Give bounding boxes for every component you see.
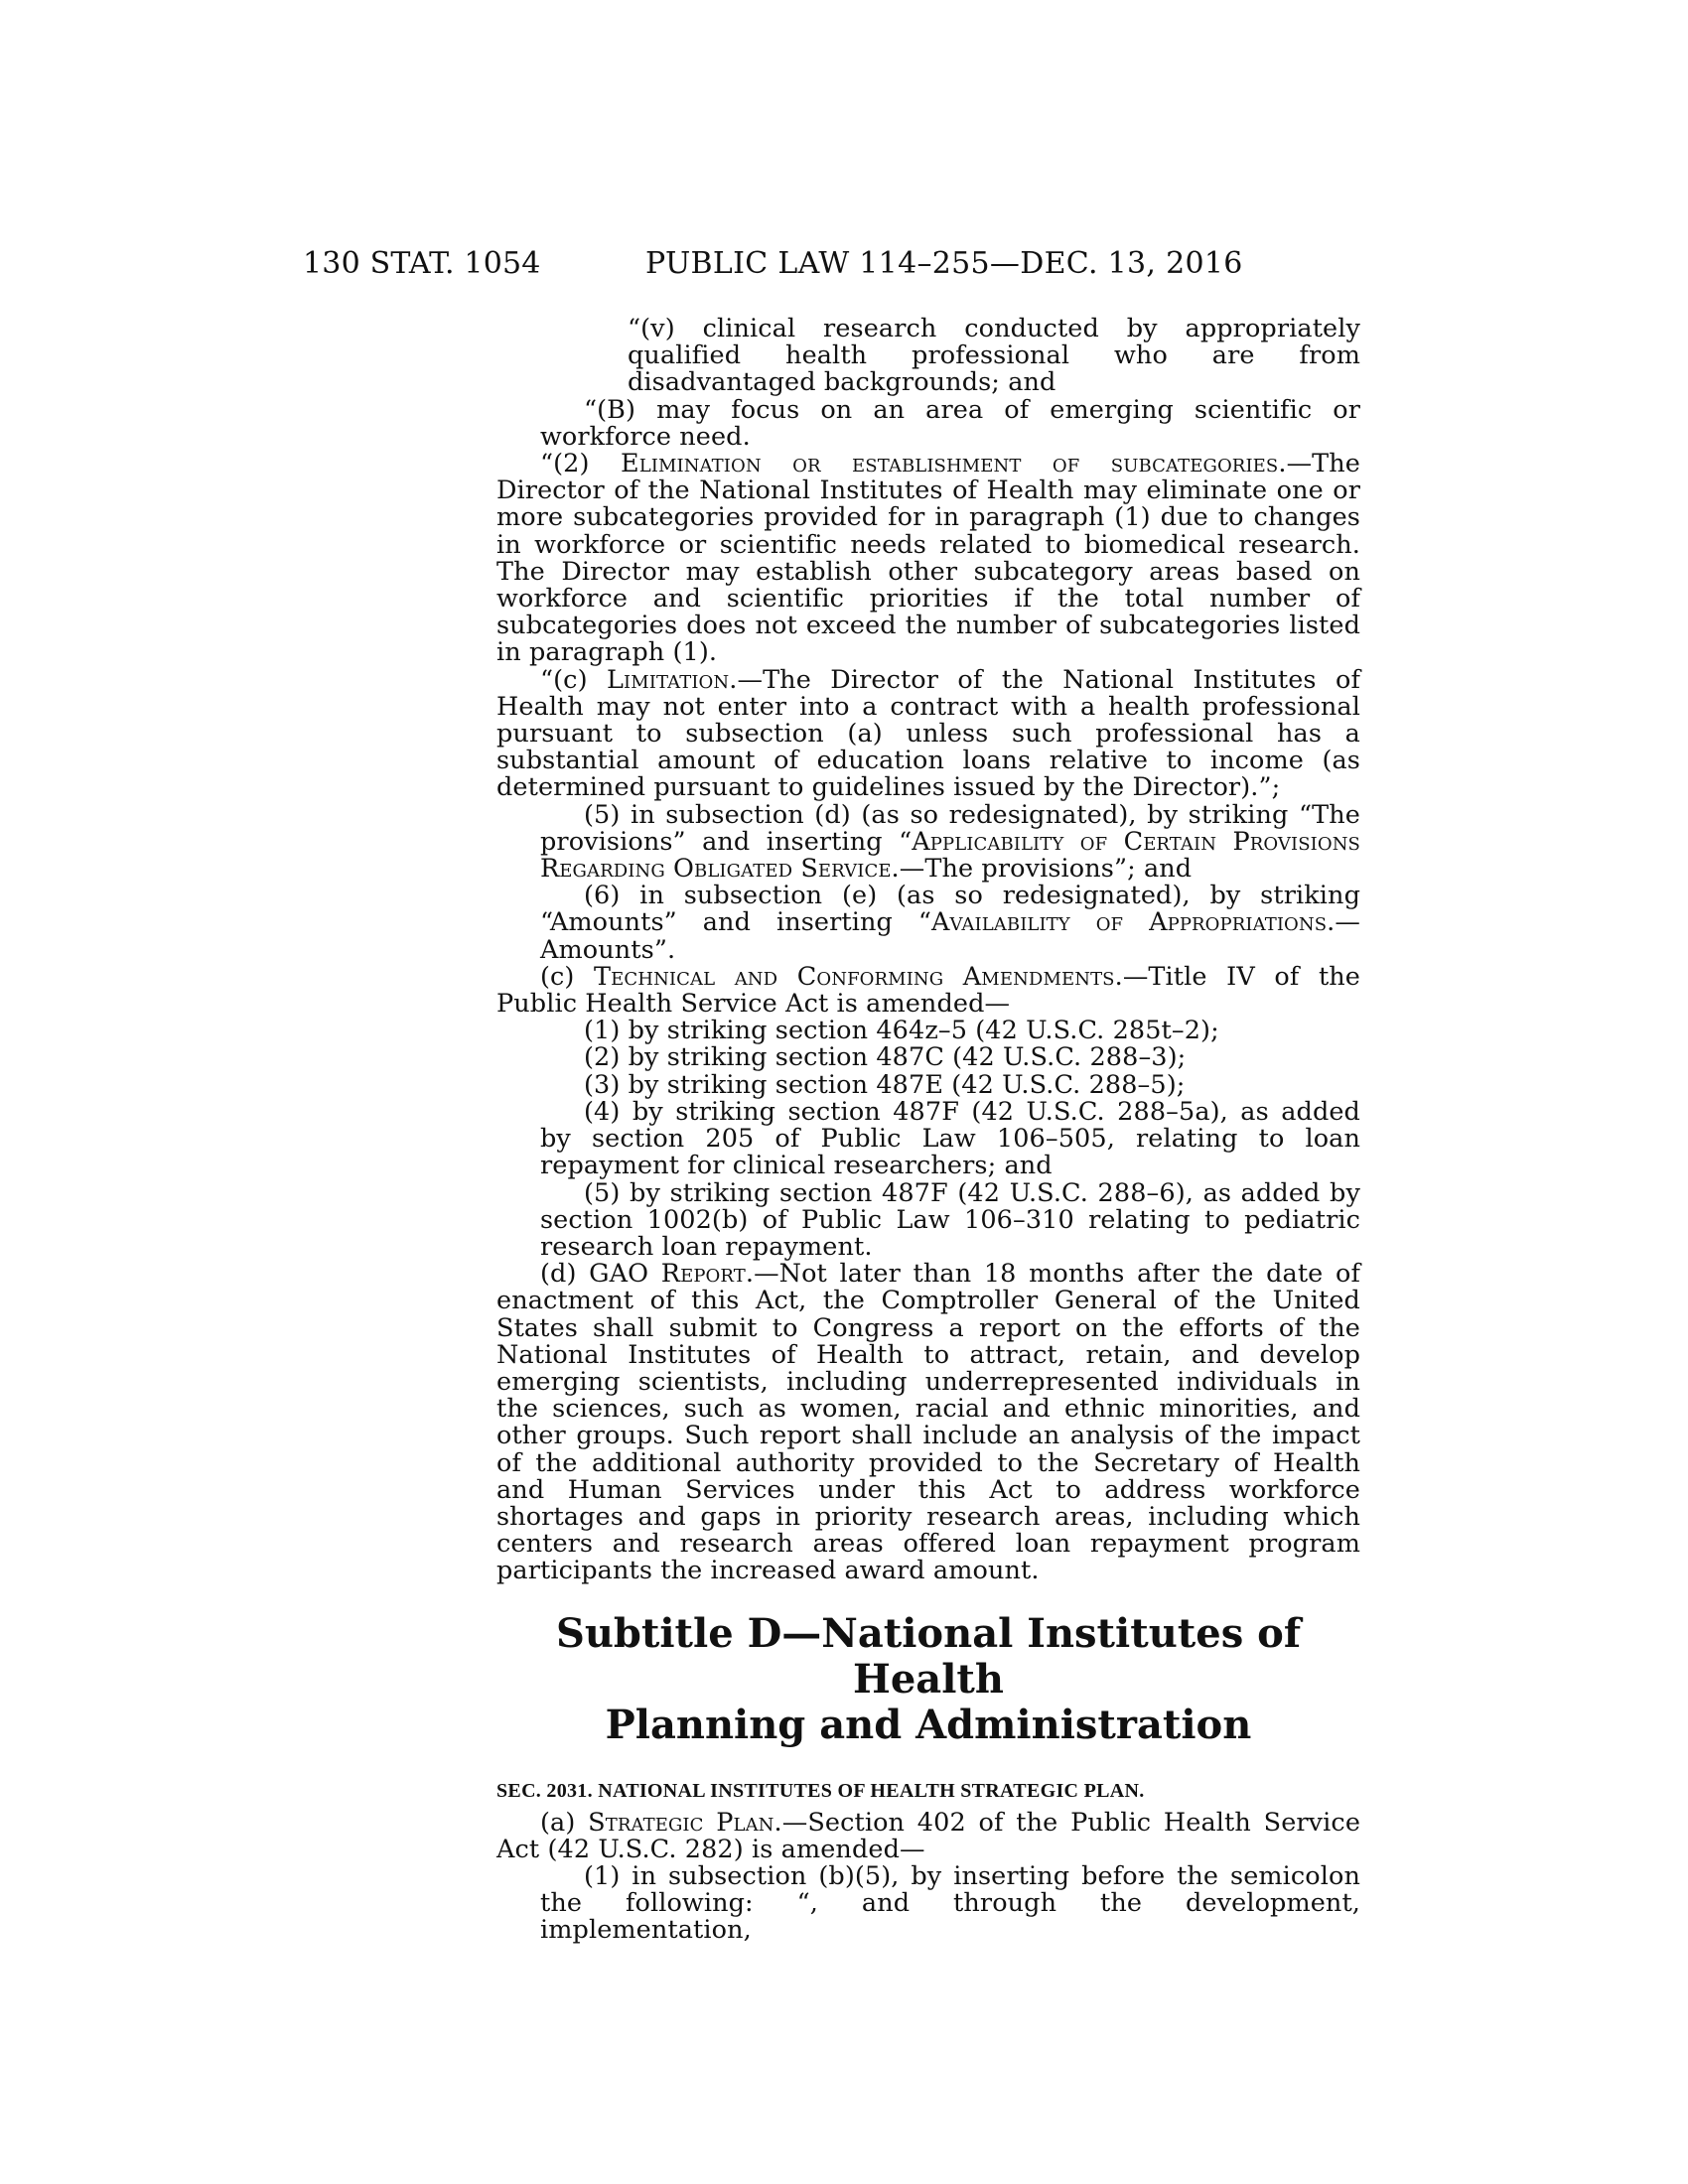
paragraph-clause-b: [540, 394, 1360, 452]
paragraph-heading: Report.: [660, 1259, 755, 1290]
paragraph-heading: Technical and Conforming Amendments.: [594, 961, 1123, 992]
section-heading: SEC. 2031. NATIONAL INSTITUTES OF HEALTH STRATEGIC PLAN.: [496, 1779, 1145, 1802]
stat-page-number: 130 STAT. 1054: [303, 246, 541, 281]
document-body: [496, 316, 1360, 1945]
paragraph-technical-amendments: (c) Technical and Conforming Amendments.—Title IV of the Public Health Service Act is amended—: [496, 961, 1361, 1020]
running-header: [303, 246, 1365, 286]
paragraph-heading: Availability of Appropriations.: [931, 907, 1336, 938]
paragraph-subsection-b5: (1) in subsection (b)(5), by inserting before the semicolon the following: “, and through the development, implementation,: [540, 1860, 1360, 1946]
paragraph-strike-3: (3) by striking section 487E (42 U.S.C. 288–5);: [584, 1069, 1186, 1100]
paragraph-strike-2: (2) by striking section 487C (42 U.S.C. 288–3);: [584, 1042, 1187, 1073]
paragraph-clause-v: [628, 316, 1360, 397]
paragraph-gao-report: (d) GAO Report.—Not later than 18 months after the date of enactment of this Act, the Comptroller General of the United States shall submit to Congress a report on the efforts of the National Institutes of Health to attract, retain, and develop emerging scientists, including underrepresented individuals in the sciences, such as women, racial and ethnic minorities, and other groups. Such report shall include an analysis of the impact of the additional authority provided to the Secretary of Health and Human Services under this Act to address workforce shortages and gaps in priority research areas, including which centers and research areas offered loan repayment program participants the increased award amount.: [496, 1259, 1360, 1586]
paragraph-strike-4: (4) by striking section 487F (42 U.S.C. 288–5a), as added by section 205 of Public Law 106–505, relating to loan repayment for clinical researchers; and: [540, 1096, 1360, 1181]
paragraph-text: “(B) may focus on an area of emerging scientific or workforce need.: [540, 394, 1360, 452]
subtitle-line-2: Planning and Administration: [605, 1701, 1252, 1748]
paragraph-text: “(v) clinical research conducted by appropriately qualified health professional who are from disadvantaged backgrounds; and: [628, 314, 1360, 398]
paragraph-heading: Elimination or establishment of subcategories.: [620, 449, 1287, 479]
paragraph-strike-1: (1) by striking section 464z–5 (42 U.S.C. 285t–2);: [584, 1016, 1219, 1046]
subtitle-line-1: Subtitle D—National Institutes of Health: [555, 1609, 1302, 1703]
public-law-title: PUBLIC LAW 114–255—DEC. 13, 2016: [645, 246, 1243, 281]
paragraph-amendment-5: (5) in subsection (d) (as so redesignated), by striking “The provisions” and inserting “Applicability of Certain Provisions Regarding Obligated Service.—The provisions”; and: [540, 799, 1360, 885]
subtitle-heading: [496, 1611, 1360, 1748]
paragraph-heading: Strategic Plan.: [588, 1807, 782, 1838]
paragraph-strategic-plan: (a) Strategic Plan.—Section 402 of the Public Health Service Act (42 U.S.C. 282) is amended—: [496, 1807, 1361, 1864]
paragraph-heading: Applicability of Certain Provisions Regarding Obligated Service.: [540, 826, 1360, 885]
paragraph-amendment-6: (6) in subsection (e) (as so redesignated), by striking “Amounts” and inserting “Availability of Appropriations.—Amounts”.: [540, 881, 1360, 965]
paragraph-limitation: “(c) Limitation.—The Director of the National Institutes of Health may not enter into a contract with a health professional pursuant to subsection (a) unless such professional has a substantial amount of education loans relative to income (as determined pursuant to guidelines issued by the Director).”;: [496, 664, 1360, 803]
paragraph-heading: Limitation.: [607, 664, 738, 695]
paragraph-strike-5: (5) by striking section 487F (42 U.S.C. 288–6), as added by section 1002(b) of Public Law 106–310 relating to pediatric research loan repayment.: [540, 1177, 1360, 1262]
paragraph-subcategories: “(2) Elimination or establishment of subcategories.—The Director of the National Institutes of Health may eliminate one or more subcategories provided for in paragraph (1) due to changes in workforce or scientific needs related to biomedical research. The Director may establish other subcategory areas based on workforce and scientific priorities if the total number of subcategories does not exceed the number of subcategories listed in paragraph (1).: [496, 449, 1360, 668]
